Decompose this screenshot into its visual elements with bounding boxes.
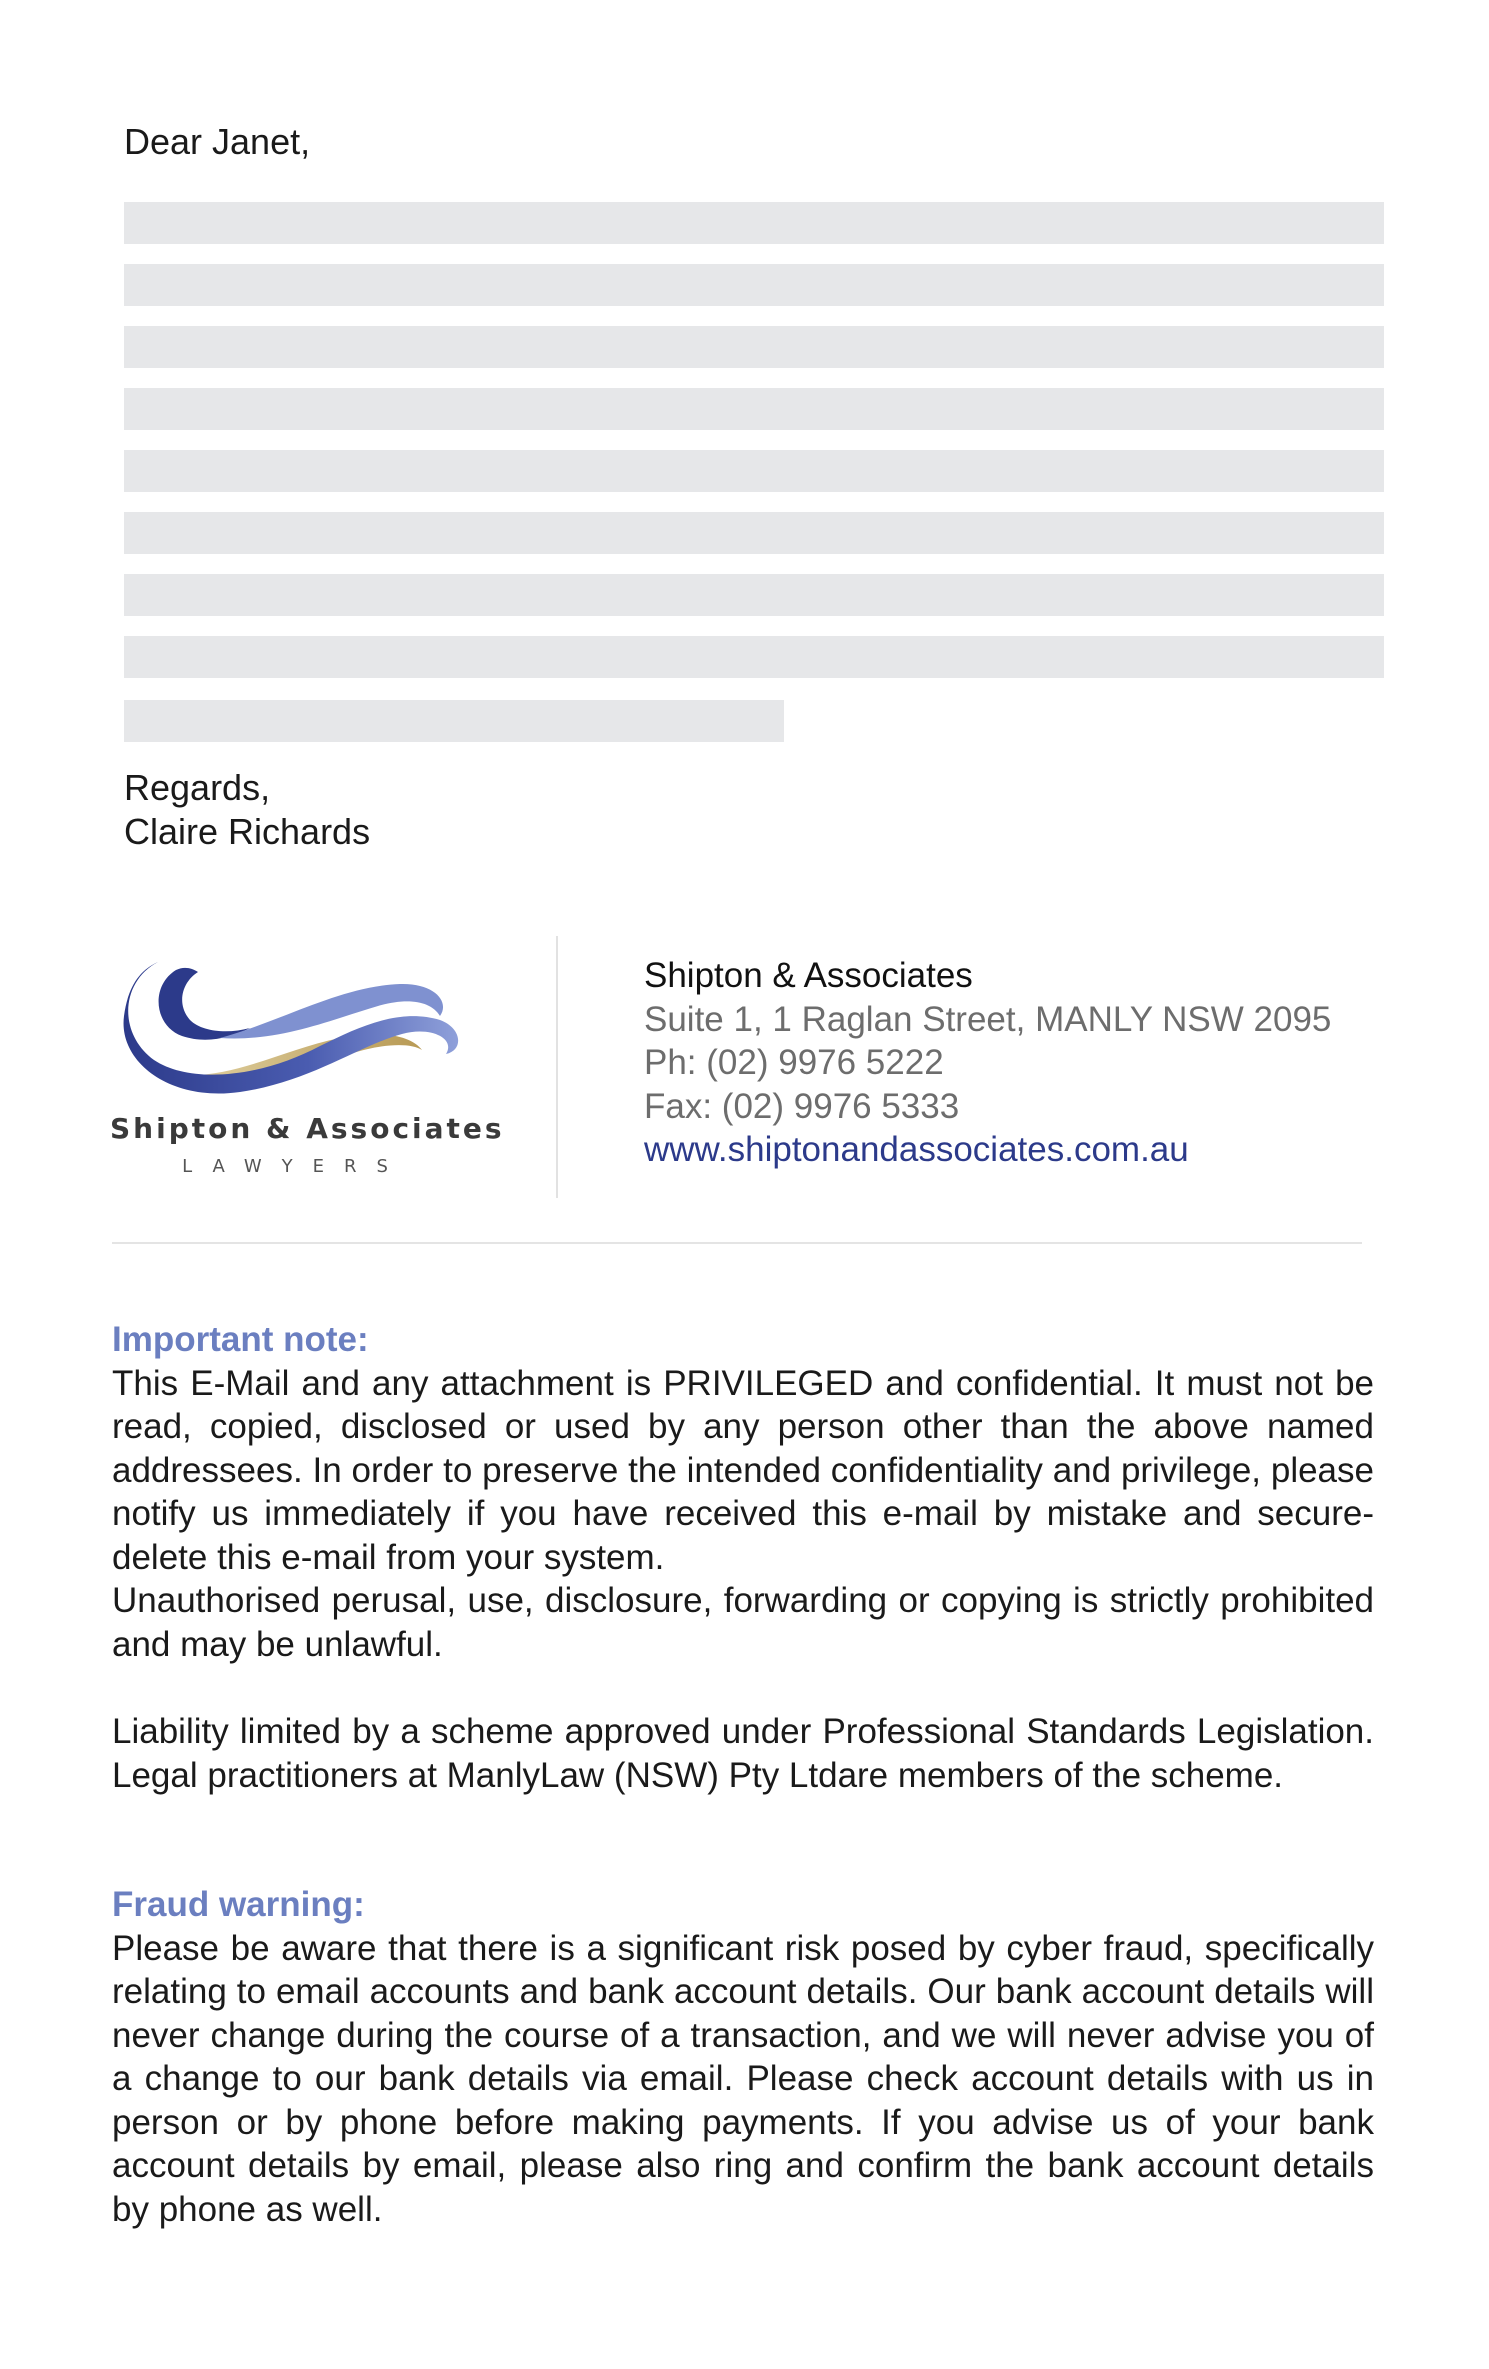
contact-details [644,954,1331,1172]
redacted-line [124,636,1384,678]
redacted-line [124,450,1384,492]
contact-fax: Fax: (02) 9976 5333 [644,1086,960,1126]
redacted-line [124,700,784,742]
section-divider [112,1242,1362,1244]
contact-address: Suite 1, 1 Raglan Street, MANLY NSW 2095 [644,999,1332,1039]
wave-logo-icon [110,942,490,1102]
closing-text: Regards, [124,767,271,808]
signature-divider [556,936,558,1198]
logo-subtitle: LAWYERS [182,1156,408,1177]
fraud-warning-section [112,1883,1374,2231]
redacted-line [124,512,1384,554]
signature-name: Claire Richards [124,811,371,852]
redacted-line [124,388,1384,430]
firm-logo [110,942,505,1192]
contact-phone: Ph: (02) 9976 5222 [644,1043,944,1082]
sign-off [124,766,370,854]
liability-section [112,1710,1374,1797]
website-link[interactable]: www.shiptonandassociates.com.au [644,1130,1189,1169]
redacted-line [124,326,1384,368]
greeting: Dear Janet, [124,121,311,162]
important-note-paragraph-2: Unauthorised perusal, use, disclosure, forwarding or copying is strictly prohibited and may be unlawful. [112,1581,1374,1664]
important-note-paragraph: This E-Mail and any attachment is PRIVILEGED and confidential. It must not be read, copied, disclosed or used by any person other than the above named addressees. In order to preserve the intended confidentiality and privilege, please notify us immediately if you have received this e-mail by mistake and secure-delete this e-mail from your system. [112,1363,1374,1577]
logo-firm-name: Shipton & Associates [110,1112,505,1145]
redacted-line [124,202,1384,244]
important-note-heading: Important note: [112,1320,369,1359]
redacted-line [124,264,1384,306]
fraud-warning-heading: Fraud warning: [112,1885,365,1924]
redacted-line [124,574,1384,616]
liability-text: Liability limited by a scheme approved under Professional Standards Legislation. Legal practitioners at ManlyLaw (NSW) Pty Ltdare members of the scheme. [112,1712,1374,1795]
fraud-warning-text: Please be aware that there is a significant risk posed by cyber fraud, specifically relating to email accounts and bank account details. Our bank account details will never change during the course of a transaction, and we will never advise you of a change to our bank details via email. Please check account details with us in person or by phone before making payments. If you advise us of your bank account details by email, please also ring and confirm the bank account details by phone as well. [112,1928,1374,2229]
contact-firm-name: Shipton & Associates [644,956,973,995]
important-note-section [112,1318,1374,1666]
